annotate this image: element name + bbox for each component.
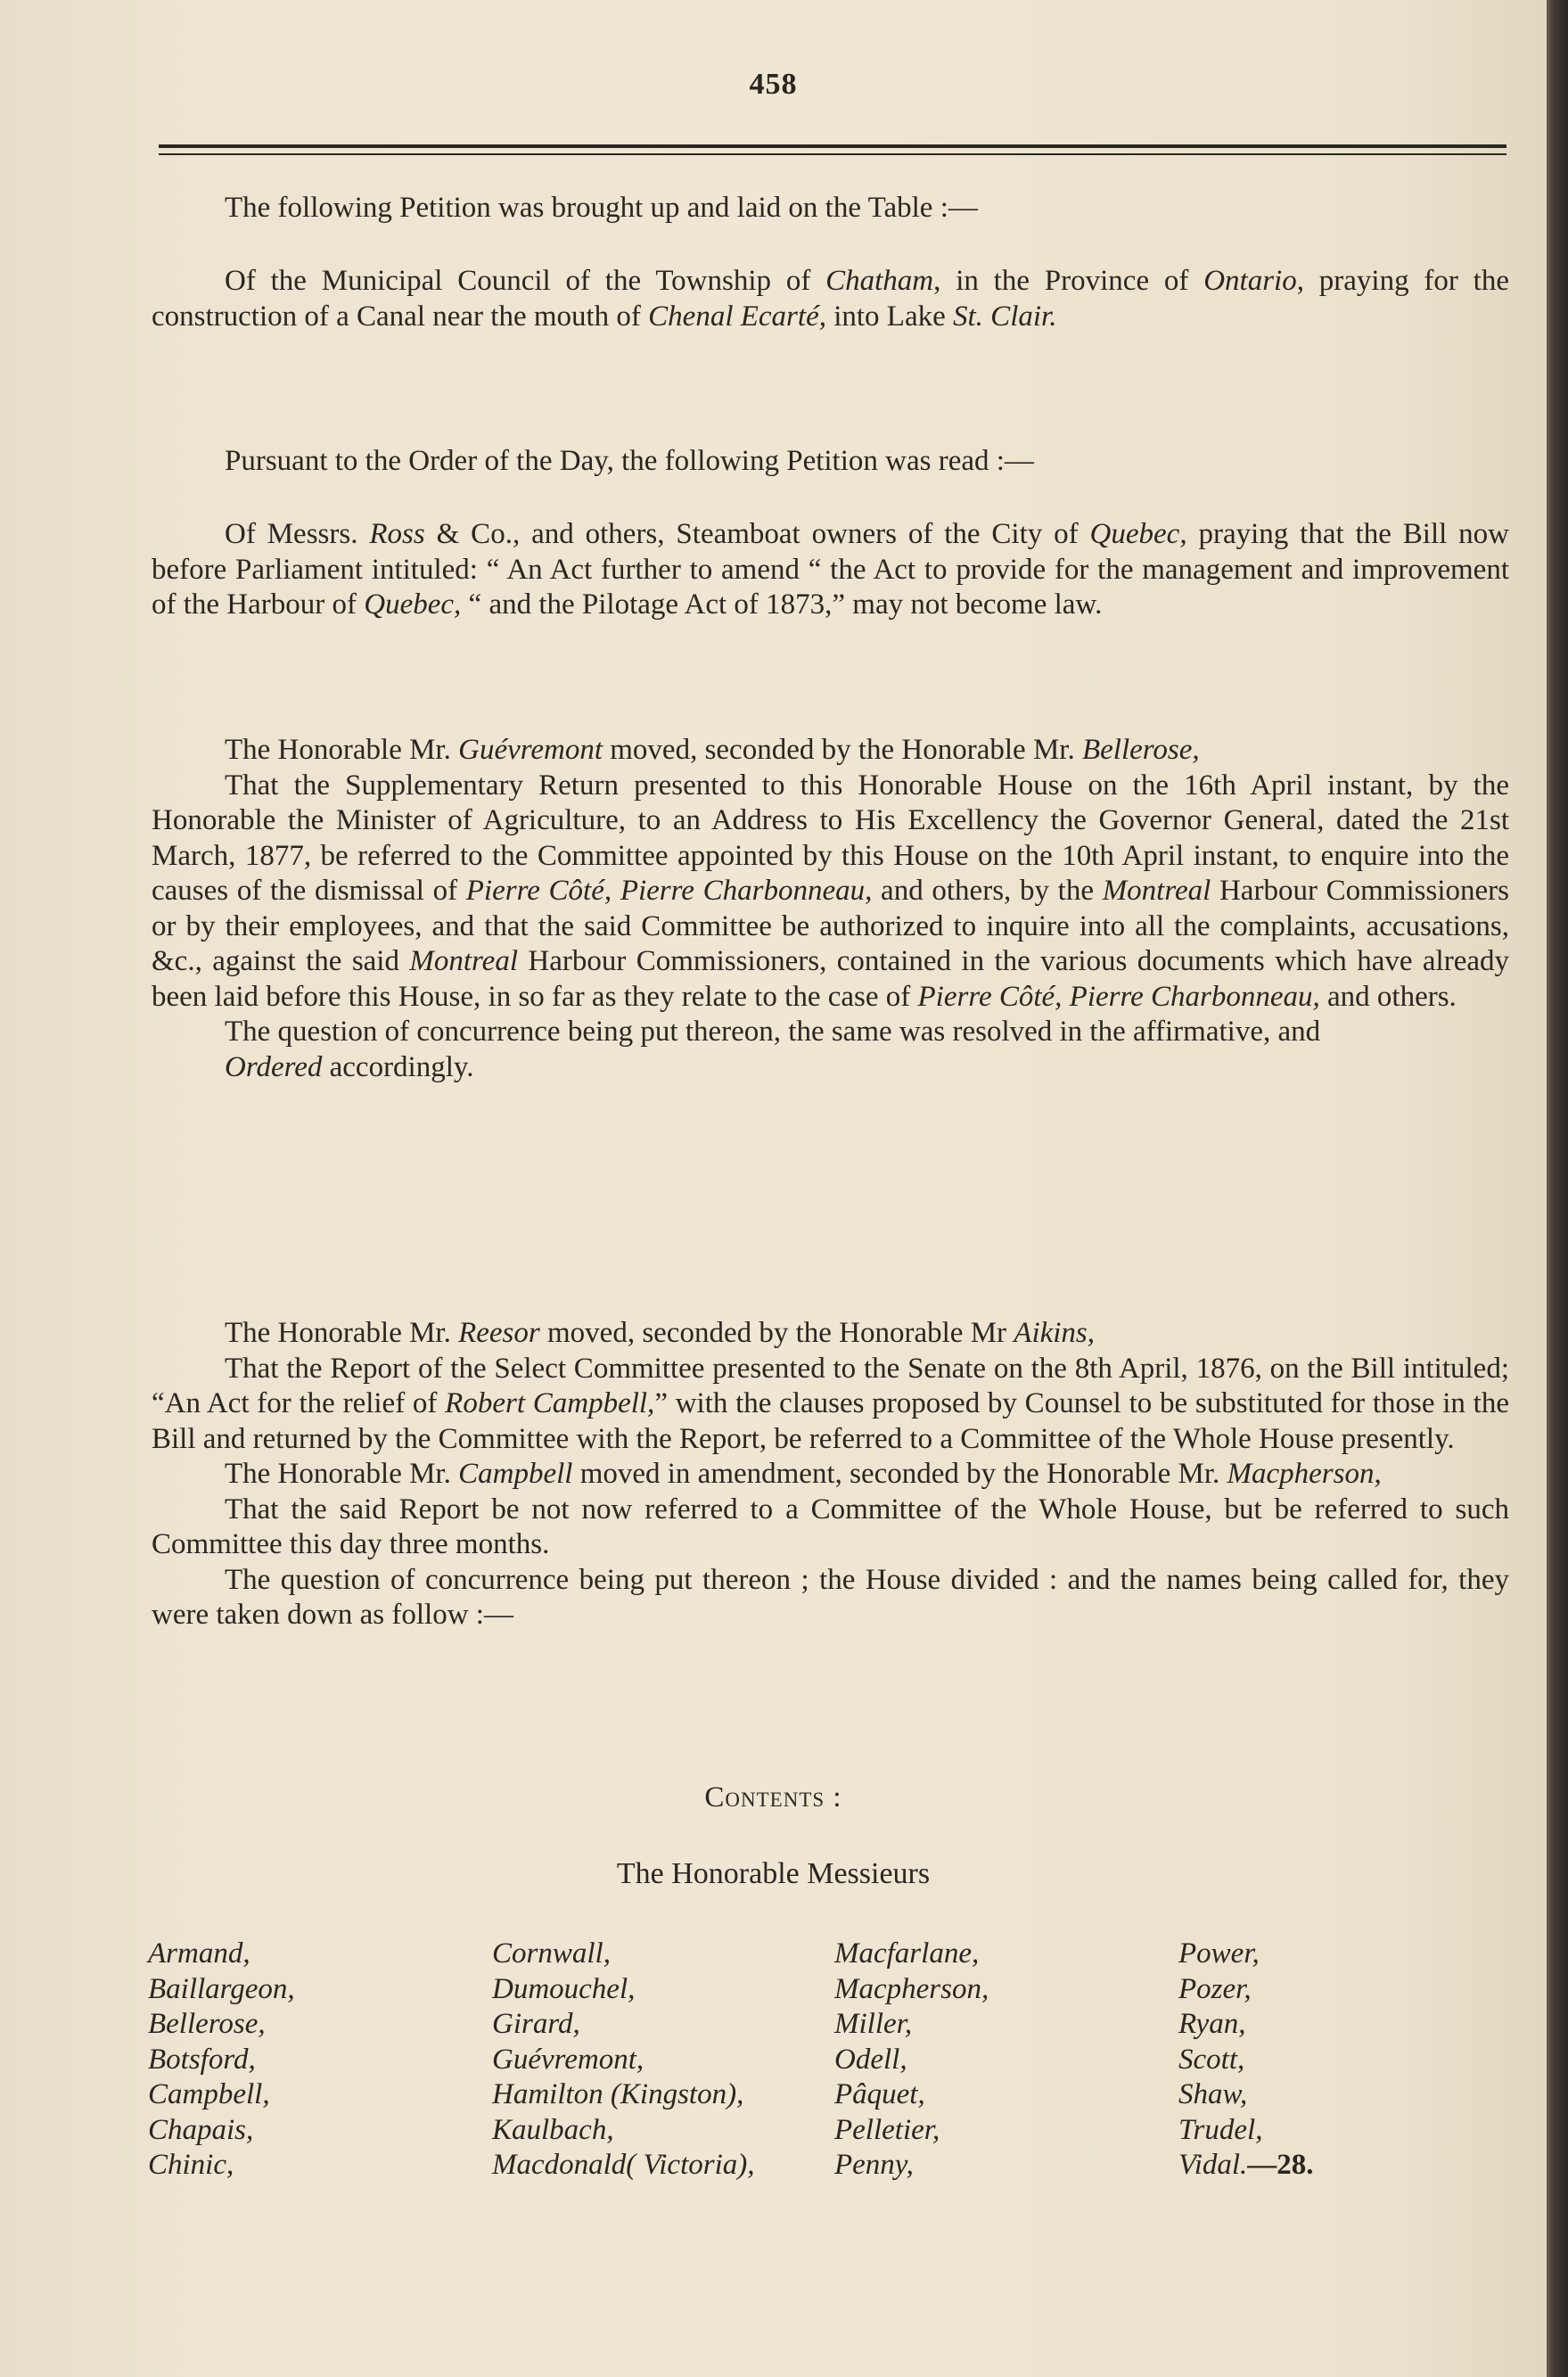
petition-intro: The following Petition was brought up and laid on the Table :— (225, 192, 978, 224)
campbell-amendment: The Honorable Mr. Campbell moved in amendment, seconded by the Honorable Mr. Macpherson, (225, 1458, 1382, 1490)
senator-name: Kaulbach, (492, 2113, 614, 2146)
senator-name: Pelletier, (834, 2113, 940, 2146)
names-column-2 (492, 1937, 755, 2184)
division-statement: The question of concurrence being put thereon ; the House divided : and the names being called for, they were taken down as follow :— (152, 1563, 1509, 1631)
page-number: 458 (749, 68, 798, 101)
senator-name: Shaw, (1178, 2078, 1248, 2110)
senator-name: Miller, (834, 2008, 913, 2040)
guevremont-motion-section (152, 733, 1509, 1085)
senator-name: Scott, (1178, 2043, 1245, 2076)
senator-name: Hamilton (Kingston), (492, 2078, 744, 2110)
last-senator-and-total (1178, 2148, 1314, 2184)
senator-name: Pozer, (1178, 1972, 1252, 2005)
chatham-petition: Of the Municipal Council of the Township of Chatham, in the Province of Ontario, praying for the construction of a Canal near the mouth of Chenal Ecarté, into Lake St. Clair. (152, 265, 1509, 333)
senator-name: Dumouchel, (492, 1972, 636, 2005)
senator-name: Baillargeon, (148, 1972, 295, 2005)
reesor-motion-section (152, 1316, 1509, 1633)
senator-name: Chinic, (148, 2149, 234, 2181)
guevremont-motion-body: That the Supplementary Return presented to this Honorable House on the 16th April instant, by the Honorable the Minister of Agriculture, to an Address to His Excellency the Governor General, dated the 21st March, 1877, be referred to the Committee appointed by this House on the 10th April instant, to enquire into the causes of the dismissal of Pierre Côté, Pierre Charbonneau, and others, by the Montreal Harbour Commissioners or by their employees, and that the said Committee be authorized to inquire into all the complaints, accusations, &c., against the said Montreal Harbour Commissioners, contained in the various documents which have already been laid before this House, in so far as they relate to the case of Pierre Côté, Pierre Charbonneau, and others. (152, 769, 1510, 1013)
senator-name: Girard, (492, 2008, 580, 2040)
names-column-3 (834, 1937, 989, 2184)
reesor-moved: The Honorable Mr. Reesor moved, seconded by the Honorable Mr Aikins, (225, 1317, 1096, 1349)
ross-petition-section (152, 517, 1509, 623)
senator-name: Macpherson, (834, 1972, 989, 2005)
senator-name: Campbell, (148, 2078, 270, 2110)
senator-name: Pâquet, (834, 2078, 925, 2110)
order-of-day: Pursuant to the Order of the Day, the following Petition was read :— (225, 445, 1034, 477)
senator-name: Penny, (834, 2149, 914, 2181)
header-rule-thin (159, 153, 1506, 155)
messieurs-heading: The Honorable Messieurs (616, 1857, 931, 1890)
names-column-1 (148, 1937, 295, 2184)
ross-petition: Of Messrs. Ross & Co., and others, Steamboat owners of the City of Quebec, praying that the Bill now before Parliament intituled: “ An Act further to amend “ the Act to provide for the management and improvement of the Harbour of Quebec, “ and the Pilotage Act of 1873,” may not become law. (152, 518, 1510, 621)
senator-name: Power, (1178, 1937, 1260, 1970)
chatham-petition-section (152, 264, 1509, 334)
senator-name: Cornwall, (492, 1937, 611, 1970)
book-gutter (1547, 0, 1568, 2377)
senator-name: Botsford, (148, 2043, 256, 2076)
senator-name: Bellerose, (148, 2008, 266, 2040)
senator-name: Macdonald( Victoria), (492, 2149, 755, 2181)
guevremont-question: The question of concurrence being put thereon, the same was resolved in the affirmative, and (225, 1016, 1321, 1048)
guevremont-moved: The Honorable Mr. Guévremont moved, seconded by the Honorable Mr. Bellerose, (225, 734, 1200, 766)
contents-heading: Contents : (704, 1781, 842, 1814)
order-of-day-section (152, 444, 1509, 480)
contents-total: —28. (1247, 2149, 1314, 2181)
senator-name: Guévremont, (492, 2043, 644, 2076)
senator-name: Ryan, (1178, 2008, 1246, 2040)
petition-intro-section (152, 191, 1509, 226)
guevremont-ordered: Ordered accordingly. (225, 1050, 474, 1083)
senator-name: Armand, (148, 1937, 250, 1970)
senator-name: Vidal. (1178, 2149, 1248, 2181)
senator-name: Trudel, (1178, 2113, 1263, 2146)
names-column-4 (1178, 1937, 1314, 2184)
senator-name: Chapais, (148, 2113, 254, 2146)
header-rule-thick (159, 144, 1506, 148)
senator-name: Macfarlane, (834, 1937, 980, 1970)
senator-name: Odell, (834, 2043, 907, 2076)
reesor-motion-body: That the Report of the Select Committee presented to the Senate on the 8th April, 1876, on the Bill intituled; “An Act for the relief of Robert Campbell,” with the clauses proposed by Counsel to be substituted for those in the Bill and returned by the Committee with the Report, be referred to a Committee of the Whole House presently. (152, 1352, 1509, 1455)
amendment-body: That the said Report be not now referred to a Committee of the Whole House, but be referred to such Committee this day three months. (152, 1493, 1509, 1560)
